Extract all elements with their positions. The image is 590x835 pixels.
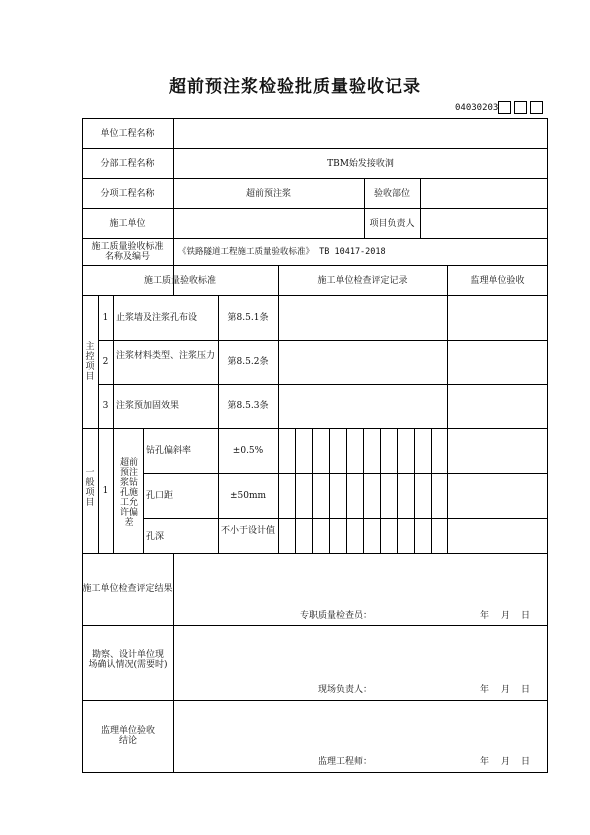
general-item-name: 钻孔偏斜率 <box>146 446 192 456</box>
date-month: 月 <box>501 685 511 695</box>
subdivision-label: 分项工程名称 <box>100 189 155 199</box>
subdivision-value[interactable]: 超前预注浆 <box>245 189 291 199</box>
date-day: 日 <box>521 685 531 695</box>
row-divider <box>82 265 548 266</box>
survey-label: 勘察、设计单位现场确认情况(需要时) <box>88 650 168 670</box>
general-item-name: 孔口距 <box>146 491 174 501</box>
standard-value[interactable]: 《铁路隧道工程施工质量验收标准》 TB 10417-2018 <box>178 247 386 257</box>
col-divider <box>113 295 114 553</box>
general-item-name: 孔深 <box>146 532 165 542</box>
acceptance-part-label: 验收部位 <box>373 189 410 199</box>
main-control-group-label: 主控项目 <box>85 342 95 382</box>
col-divider <box>98 295 99 553</box>
grid-divider <box>397 428 398 553</box>
supervision-conclusion-field[interactable] <box>174 701 547 751</box>
survey-field[interactable] <box>174 626 547 680</box>
project-manager-label: 项目负责人 <box>369 219 415 229</box>
row-divider <box>82 208 548 209</box>
supervising-engineer-label: 监理工程师： <box>318 757 373 767</box>
main-item-supervision-cell[interactable] <box>448 296 547 340</box>
col-divider <box>218 295 219 553</box>
general-group-label: 一般项目 <box>85 468 95 508</box>
row-divider <box>82 148 548 149</box>
main-item-name: 止浆墙及注浆孔布设 <box>116 313 198 323</box>
main-item-check-cell[interactable] <box>279 296 446 340</box>
construction-result-label: 施工单位检查评定结果 <box>82 584 173 594</box>
col-divider <box>420 178 421 238</box>
main-item-clause: 第8.5.3条 <box>227 401 269 411</box>
main-item-no: 1 <box>102 313 109 323</box>
division-label: 分部工程名称 <box>100 159 155 169</box>
header-standard: 施工质量验收标准 <box>143 276 216 286</box>
grid-divider <box>295 428 296 553</box>
grid-divider <box>363 428 364 553</box>
form-code: 04030203 <box>455 103 499 113</box>
division-value[interactable]: TBM始发接收洞 <box>327 159 394 169</box>
row-divider <box>82 178 548 179</box>
grid-divider <box>312 428 313 553</box>
code-box-3[interactable] <box>530 101 543 114</box>
page-title: 超前预注浆检验批质量验收记录 <box>169 77 421 97</box>
main-item-no: 2 <box>102 357 109 367</box>
supervision-conclusion-label: 监理单位验收结论 <box>100 726 155 746</box>
main-item-check-cell[interactable] <box>279 341 446 384</box>
code-box-1[interactable] <box>498 101 511 114</box>
main-item-clause: 第8.5.1条 <box>227 313 269 323</box>
grid-divider <box>414 428 415 553</box>
inspector-label: 专职质量检查员： <box>300 611 373 621</box>
construction-result-field[interactable] <box>174 554 547 604</box>
code-box-2[interactable] <box>514 101 527 114</box>
main-item-name: 注浆预加固效果 <box>116 401 180 411</box>
col-divider <box>364 178 365 238</box>
general-item-tolerance: ±0.5% <box>232 446 264 456</box>
standard-label-line1: 施工质量验收标准 <box>91 242 164 252</box>
general-sub-label: 超前预注浆钻孔施工允许偏差 <box>120 458 139 528</box>
construction-unit-label: 施工单位 <box>109 219 146 229</box>
date-year: 年 <box>480 685 490 695</box>
unit-project-label: 单位工程名称 <box>100 129 155 139</box>
date-day: 日 <box>521 611 531 621</box>
general-item-tolerance: 不小于设计值 <box>220 526 275 536</box>
grid-divider <box>329 428 330 553</box>
col-divider <box>173 118 174 295</box>
header-check-record: 施工单位检查评定记录 <box>317 276 408 286</box>
main-item-clause: 第8.5.2条 <box>227 357 269 367</box>
row-divider <box>82 238 548 239</box>
general-item-no: 1 <box>102 486 109 496</box>
date-month: 月 <box>501 757 511 767</box>
grid-divider <box>380 428 381 553</box>
date-year: 年 <box>480 611 490 621</box>
date-day: 日 <box>521 757 531 767</box>
main-item-name: 注浆材料类型、注浆压力 <box>116 351 216 361</box>
date-year: 年 <box>480 757 490 767</box>
site-manager-label: 现场负责人： <box>318 685 373 695</box>
standard-label-line2: 名称及编号 <box>104 252 150 262</box>
date-month: 月 <box>501 611 511 621</box>
grid-divider <box>346 428 347 553</box>
general-item-tolerance: ±50mm <box>229 491 267 501</box>
col-divider <box>143 428 144 553</box>
header-supervision: 监理单位验收 <box>470 276 525 286</box>
main-item-supervision-cell[interactable] <box>448 385 547 428</box>
main-item-no: 3 <box>102 401 109 411</box>
grid-divider <box>431 428 432 553</box>
main-item-check-cell[interactable] <box>279 385 446 428</box>
main-item-supervision-cell[interactable] <box>448 341 547 384</box>
general-supervision-cell[interactable] <box>448 429 547 553</box>
